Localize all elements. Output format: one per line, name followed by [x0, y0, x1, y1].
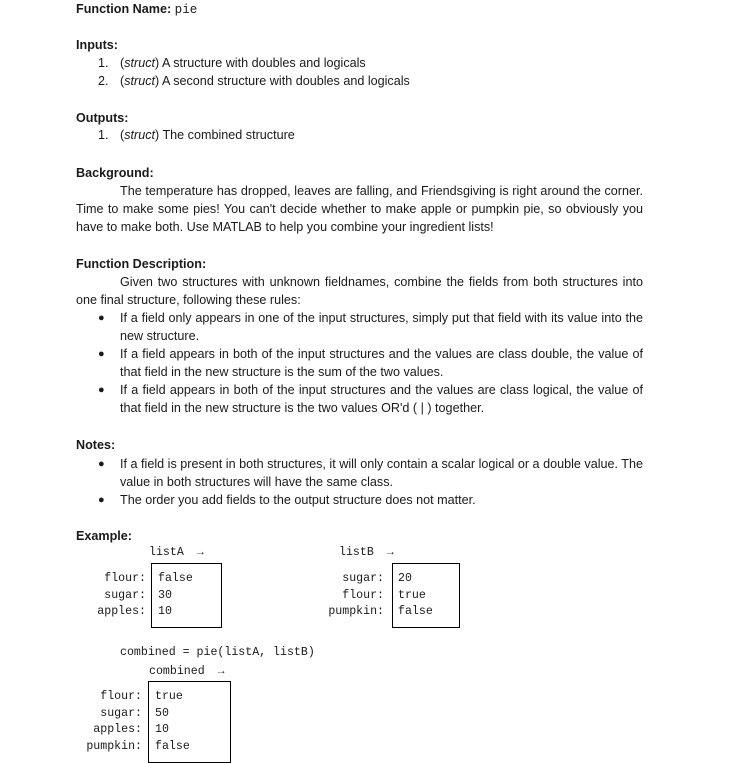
field-name: sugar:: [104, 588, 146, 602]
background-heading: Background:: [76, 166, 154, 180]
listB-name: listB: [339, 546, 374, 559]
inputs-heading: Inputs:: [76, 38, 118, 52]
input-item: 2. (struct) A second structure with doubles and logicals: [98, 74, 410, 88]
rules-list: [76, 309, 646, 417]
field-value: false: [155, 739, 190, 753]
field-name: flour:: [342, 588, 384, 602]
rule-item: [76, 345, 646, 381]
field-value: 10: [155, 723, 169, 736]
field-value: false: [158, 572, 193, 585]
outputs-heading: Outputs:: [76, 111, 129, 125]
combined-name: combined: [149, 665, 205, 678]
field-name: pumpkin:: [328, 605, 384, 618]
output-number: 1.: [98, 128, 109, 142]
output-desc: The combined structure: [159, 128, 295, 142]
rule-text: If a field appears in both of the input structures and the values are class double, the value of that field in the new structure is the sum of the two values.: [120, 347, 643, 379]
note-text: If a field is present in both structures, it will only contain a scalar logical or a double value. The value in both structures will have the same class.: [120, 457, 643, 489]
input-desc: A second structure with doubles and logicals: [159, 74, 410, 88]
bullet-icon: ●: [98, 384, 105, 396]
rule-item: [76, 381, 646, 417]
field-name: flour:: [100, 690, 142, 703]
output-item: 1. (struct) The combined structure: [98, 128, 295, 142]
listA-label: [149, 546, 204, 559]
note-item: [76, 455, 646, 491]
field-name: flour:: [104, 572, 146, 585]
field-name: apples:: [93, 723, 142, 736]
example-heading: Example:: [76, 529, 132, 543]
input-type: struct: [124, 74, 155, 88]
field-name: pumpkin:: [86, 739, 142, 753]
field-name: sugar:: [342, 572, 384, 585]
function-name-line: [76, 0, 197, 19]
function-name: pie: [174, 3, 198, 17]
field-value: true: [398, 588, 426, 602]
field-value: true: [155, 690, 183, 703]
description-intro: Given two structures with unknown fieldnames, combine the fields from both structures into one final structure, following these rules:: [76, 275, 643, 307]
field-name: sugar:: [100, 706, 142, 720]
listB-fields: [310, 571, 384, 621]
arrow-icon: →: [217, 665, 225, 678]
output-type: struct: [124, 128, 155, 142]
note-item: [76, 491, 646, 509]
bullet-icon: ●: [98, 312, 105, 324]
input-number: 1.: [98, 56, 109, 70]
function-call: combined = pie(listA, listB): [120, 646, 315, 659]
outputs-list: [76, 126, 646, 144]
field-value: 20: [398, 572, 412, 585]
combined-label: [149, 665, 225, 678]
field-value: 30: [158, 588, 172, 602]
rule-item: [76, 309, 646, 345]
listA-values: [158, 571, 193, 621]
input-desc: A structure with doubles and logicals: [159, 56, 366, 70]
rule-text: If a field appears in both of the input structures and the values are class logical, the value of that field in the new structure is the two values OR'd ( | ) together.: [120, 383, 643, 415]
combined-fields: [74, 689, 142, 755]
rule-text: If a field only appears in one of the input structures, simply put that field with its value into the new structure.: [120, 311, 643, 343]
input-type: struct: [124, 56, 155, 70]
listB-values: [398, 571, 433, 621]
input-item: 1. (struct) A structure with doubles and logicals: [98, 56, 366, 70]
bullet-icon: ●: [98, 458, 105, 470]
inputs-list: [76, 54, 646, 90]
description-heading: Function Description:: [76, 257, 207, 271]
field-value: false: [398, 605, 433, 618]
field-name: apples:: [97, 605, 146, 618]
notes-heading: Notes:: [76, 438, 116, 452]
listA-fields: [80, 571, 146, 621]
listA-name: listA: [149, 546, 184, 559]
background-text: The temperature has dropped, leaves are falling, and Friendsgiving is right around the corner. Time to make some pies! You can't decide whether to make apple or pumpkin pie, so obviously you have to make both. Use MATLAB to help you combine your ingredient lists!: [76, 184, 643, 234]
arrow-icon: →: [386, 546, 394, 559]
notes-list: [76, 455, 646, 509]
bullet-icon: ●: [98, 348, 105, 360]
bullet-icon: ●: [98, 494, 105, 506]
field-value: 50: [155, 706, 169, 720]
input-number: 2.: [98, 74, 109, 88]
combined-values: [155, 689, 190, 755]
note-text: The order you add fields to the output structure does not matter.: [120, 493, 476, 507]
function-name-label: Function Name:: [76, 2, 172, 16]
listB-label: [339, 546, 394, 559]
field-value: 10: [158, 605, 172, 618]
arrow-icon: →: [196, 546, 204, 559]
